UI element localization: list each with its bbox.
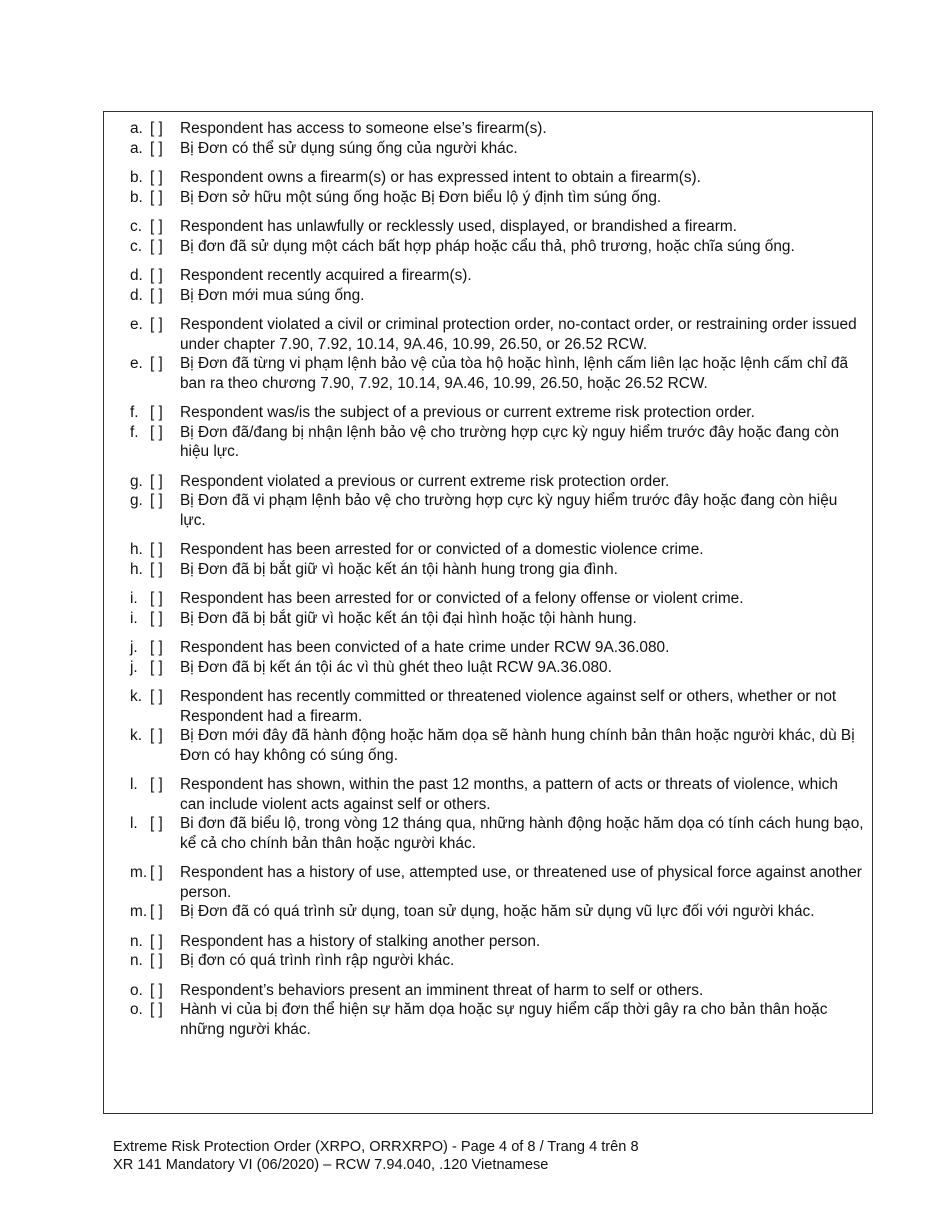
item-label: o. xyxy=(130,1001,143,1018)
english-line xyxy=(130,217,864,237)
item-label: i. xyxy=(130,609,138,627)
vietnamese-line xyxy=(130,814,864,853)
vietnamese-line xyxy=(130,951,864,971)
risk-factor-item xyxy=(130,217,864,256)
item-label: g. xyxy=(130,492,143,509)
checkbox[interactable]: [ ] xyxy=(150,492,163,509)
item-text-english: Respondent recently acquired a firearm(s). xyxy=(180,267,472,284)
checkbox[interactable]: [ ] xyxy=(150,188,163,206)
risk-factor-item xyxy=(130,687,864,765)
item-label: k. xyxy=(130,688,142,705)
english-line xyxy=(130,119,864,139)
checkbox[interactable]: [ ] xyxy=(150,590,163,607)
form-section-box xyxy=(103,111,873,1114)
vietnamese-line xyxy=(130,354,864,393)
english-line xyxy=(130,266,864,286)
checkbox[interactable]: [ ] xyxy=(150,267,163,284)
english-line xyxy=(130,403,864,423)
checkbox[interactable]: [ ] xyxy=(150,120,163,137)
checkbox[interactable]: [ ] xyxy=(150,286,163,304)
risk-factor-item xyxy=(130,589,864,628)
checkbox[interactable]: [ ] xyxy=(150,776,163,793)
item-text-vietnamese: Bị Đơn đã bị kết án tội ác vì thù ghét theo luật RCW 9A.36.080. xyxy=(180,658,612,676)
english-line xyxy=(130,638,864,658)
item-text-vietnamese: Bị Đơn đã bị bắt giữ vì hoặc kết án tội hành hung trong gia đình. xyxy=(180,560,618,578)
checkbox[interactable]: [ ] xyxy=(150,541,163,558)
item-label: b. xyxy=(130,188,143,206)
risk-factor-item xyxy=(130,472,864,531)
checkbox[interactable]: [ ] xyxy=(150,639,163,656)
item-text-english: Respondent has a history of stalking another person. xyxy=(180,932,541,950)
risk-factor-item xyxy=(130,932,864,971)
english-line xyxy=(130,981,864,1001)
item-text-vietnamese: Bị Đơn đã bị bắt giữ vì hoặc kết án tội đại hình hoặc tội hành hung. xyxy=(180,609,637,627)
risk-factor-item xyxy=(130,315,864,393)
item-label: c. xyxy=(130,237,142,255)
item-label: n. xyxy=(130,952,143,969)
english-line xyxy=(130,863,864,902)
item-text-vietnamese: Bị Đơn đã vi phạm lệnh bảo vệ cho trường hợp cực kỳ nguy hiểm trước đây hoặc đang còn hiệu lực. xyxy=(180,492,838,529)
risk-factor-item xyxy=(130,168,864,207)
item-text-english: Respondent has unlawfully or recklessly used, displayed, or brandished a firearm. xyxy=(180,218,737,235)
item-label: a. xyxy=(130,120,143,137)
item-label: f. xyxy=(130,423,139,441)
checkbox[interactable]: [ ] xyxy=(150,316,163,333)
vietnamese-line xyxy=(130,560,864,580)
risk-factor-item xyxy=(130,981,864,1040)
checkbox[interactable]: [ ] xyxy=(150,658,163,676)
item-label: b. xyxy=(130,169,143,186)
vietnamese-line xyxy=(130,726,864,765)
checkbox[interactable]: [ ] xyxy=(150,727,163,744)
vietnamese-line xyxy=(130,286,864,306)
checkbox[interactable]: [ ] xyxy=(150,472,163,490)
footer-title: Extreme Risk Protection Order (XRPO, ORRXRPO) - Page 4 of 8 / Trang 4 trên 8 xyxy=(113,1139,639,1155)
checkbox[interactable]: [ ] xyxy=(150,688,163,705)
item-label: c. xyxy=(130,218,142,235)
vietnamese-line xyxy=(130,1000,864,1039)
risk-factor-item xyxy=(130,638,864,677)
risk-factor-item xyxy=(130,863,864,922)
item-text-vietnamese: Bi đơn đã biểu lộ, trong vòng 12 tháng qua, những hành động hoặc hăm dọa có tính cách hung bạo, kể cả cho chính bản thân hoặc người khác. xyxy=(180,815,864,852)
item-label: e. xyxy=(130,316,143,333)
checkbox[interactable]: [ ] xyxy=(150,815,163,832)
item-label: m. xyxy=(130,864,148,881)
item-label: d. xyxy=(130,267,143,284)
vietnamese-line xyxy=(130,423,864,462)
risk-factor-list xyxy=(130,119,864,1049)
checkbox[interactable]: [ ] xyxy=(150,560,163,578)
checkbox[interactable]: [ ] xyxy=(150,218,163,235)
item-label: d. xyxy=(130,286,143,304)
english-line xyxy=(130,472,864,492)
item-text-english: Respondent has been arrested for or convicted of a domestic violence crime. xyxy=(180,541,704,558)
item-text-english: Respondent violated a civil or criminal protection order, no-contact order, or restraining order issued under chapter 7.90, 7.92, 10.14, 9A.46, 10.99, 26.50, or 26.52 RCW. xyxy=(180,316,857,353)
english-line xyxy=(130,687,864,726)
item-text-english: Respondent has been convicted of a hate crime under RCW 9A.36.080. xyxy=(180,639,670,656)
risk-factor-item xyxy=(130,775,864,853)
item-text-english: Respondent violated a previous or current extreme risk protection order. xyxy=(180,472,670,490)
checkbox[interactable]: [ ] xyxy=(150,237,163,255)
item-label: n. xyxy=(130,932,143,950)
footer-form-code: XR 141 Mandatory VI (06/2020) – RCW 7.94.040, .120 Vietnamese xyxy=(113,1157,549,1173)
item-text-vietnamese: Bị Đơn sở hữu một súng ống hoặc Bị Đơn biểu lộ ý định tìm súng ống. xyxy=(180,188,662,206)
risk-factor-item xyxy=(130,119,864,158)
checkbox[interactable]: [ ] xyxy=(150,1001,163,1018)
item-text-english: Respondent owns a firearm(s) or has expressed intent to obtain a firearm(s). xyxy=(180,169,701,186)
item-text-vietnamese: Bị Đơn đã/đang bị nhận lệnh bảo vệ cho trường hợp cực kỳ nguy hiểm trước đây hoặc đang còn hiệu lực. xyxy=(180,423,840,460)
item-text-vietnamese: Bị Đơn mới đây đã hành động hoặc hăm dọa sẽ hành hung chính bản thân hoặc người khác, dù Bị Đơn có hay không có súng ống. xyxy=(180,727,855,764)
item-text-vietnamese: Bị Đơn có thể sử dụng súng ống của người khác. xyxy=(180,139,518,157)
item-label: m. xyxy=(130,903,148,920)
vietnamese-line xyxy=(130,237,864,257)
vietnamese-line xyxy=(130,902,864,922)
item-text-vietnamese: Bị đơn đã sử dụng một cách bất hợp pháp hoặc cẩu thả, phô trương, hoặc chĩa súng ống. xyxy=(180,237,795,255)
item-text-english: Respondent has a history of use, attempted use, or threatened use of physical force against another person. xyxy=(180,864,862,901)
item-label: j. xyxy=(130,658,138,676)
checkbox[interactable]: [ ] xyxy=(150,864,163,881)
vietnamese-line xyxy=(130,188,864,208)
item-text-vietnamese: Hành vi của bị đơn thể hiện sự hăm dọa hoặc sự nguy hiểm cấp thời gây ra cho bản thân hoặc những người khác. xyxy=(180,1001,828,1038)
english-line xyxy=(130,932,864,952)
item-text-english: Respondent has shown, within the past 12 months, a pattern of acts or threats of violence, which can include violent acts against self or others. xyxy=(180,776,838,813)
risk-factor-item xyxy=(130,540,864,579)
checkbox[interactable]: [ ] xyxy=(150,952,163,969)
item-label: l. xyxy=(130,776,138,793)
checkbox[interactable]: [ ] xyxy=(150,903,163,920)
vietnamese-line xyxy=(130,491,864,530)
english-line xyxy=(130,168,864,188)
english-line xyxy=(130,540,864,560)
item-label: e. xyxy=(130,355,143,372)
item-text-english: Respondent’s behaviors present an imminent threat of harm to self or others. xyxy=(180,981,704,999)
checkbox[interactable]: [ ] xyxy=(150,981,163,999)
checkbox[interactable]: [ ] xyxy=(150,139,163,157)
vietnamese-line xyxy=(130,658,864,678)
item-text-vietnamese: Bị Đơn đã từng vi phạm lệnh bảo vệ của tòa hộ hoặc hình, lệnh cấm liên lạc hoặc lệnh cấm chỉ đã ban ra theo chương 7.90, 7.92, 10.14, 9A.46, 10.99, 26.50, hoặc 26.52 RCW. xyxy=(180,355,849,392)
item-text-english: Respondent has access to someone else’s firearm(s). xyxy=(180,120,547,137)
checkbox[interactable]: [ ] xyxy=(150,169,163,186)
checkbox[interactable]: [ ] xyxy=(150,423,163,441)
item-label: l. xyxy=(130,815,138,832)
english-line xyxy=(130,589,864,609)
vietnamese-line xyxy=(130,609,864,629)
checkbox[interactable]: [ ] xyxy=(150,355,163,372)
item-label: h. xyxy=(130,541,143,558)
item-label: g. xyxy=(130,472,143,490)
english-line xyxy=(130,775,864,814)
page-footer xyxy=(113,1138,639,1174)
item-text-vietnamese: Bị Đơn đã có quá trình sử dụng, toan sử dụng, hoặc hăm sử dụng vũ lực đối với người khác. xyxy=(180,903,815,920)
item-label: i. xyxy=(130,590,138,607)
vietnamese-line xyxy=(130,139,864,159)
risk-factor-item xyxy=(130,266,864,305)
item-label: h. xyxy=(130,560,143,578)
risk-factor-item xyxy=(130,403,864,462)
item-text-vietnamese: Bị Đơn mới mua súng ống. xyxy=(180,286,365,304)
checkbox[interactable]: [ ] xyxy=(150,404,163,421)
checkbox[interactable]: [ ] xyxy=(150,609,163,627)
item-text-english: Respondent was/is the subject of a previous or current extreme risk protection order. xyxy=(180,404,755,421)
checkbox[interactable]: [ ] xyxy=(150,932,163,950)
item-text-english: Respondent has recently committed or threatened violence against self or others, whether or not Respondent had a firearm. xyxy=(180,688,837,725)
item-label: k. xyxy=(130,727,142,744)
item-text-vietnamese: Bị đơn có quá trình rình rập người khác. xyxy=(180,952,455,969)
item-label: o. xyxy=(130,981,143,999)
item-label: j. xyxy=(130,639,138,656)
item-label: a. xyxy=(130,139,143,157)
item-label: f. xyxy=(130,404,139,421)
item-text-english: Respondent has been arrested for or convicted of a felony offense or violent crime. xyxy=(180,590,744,607)
english-line xyxy=(130,315,864,354)
